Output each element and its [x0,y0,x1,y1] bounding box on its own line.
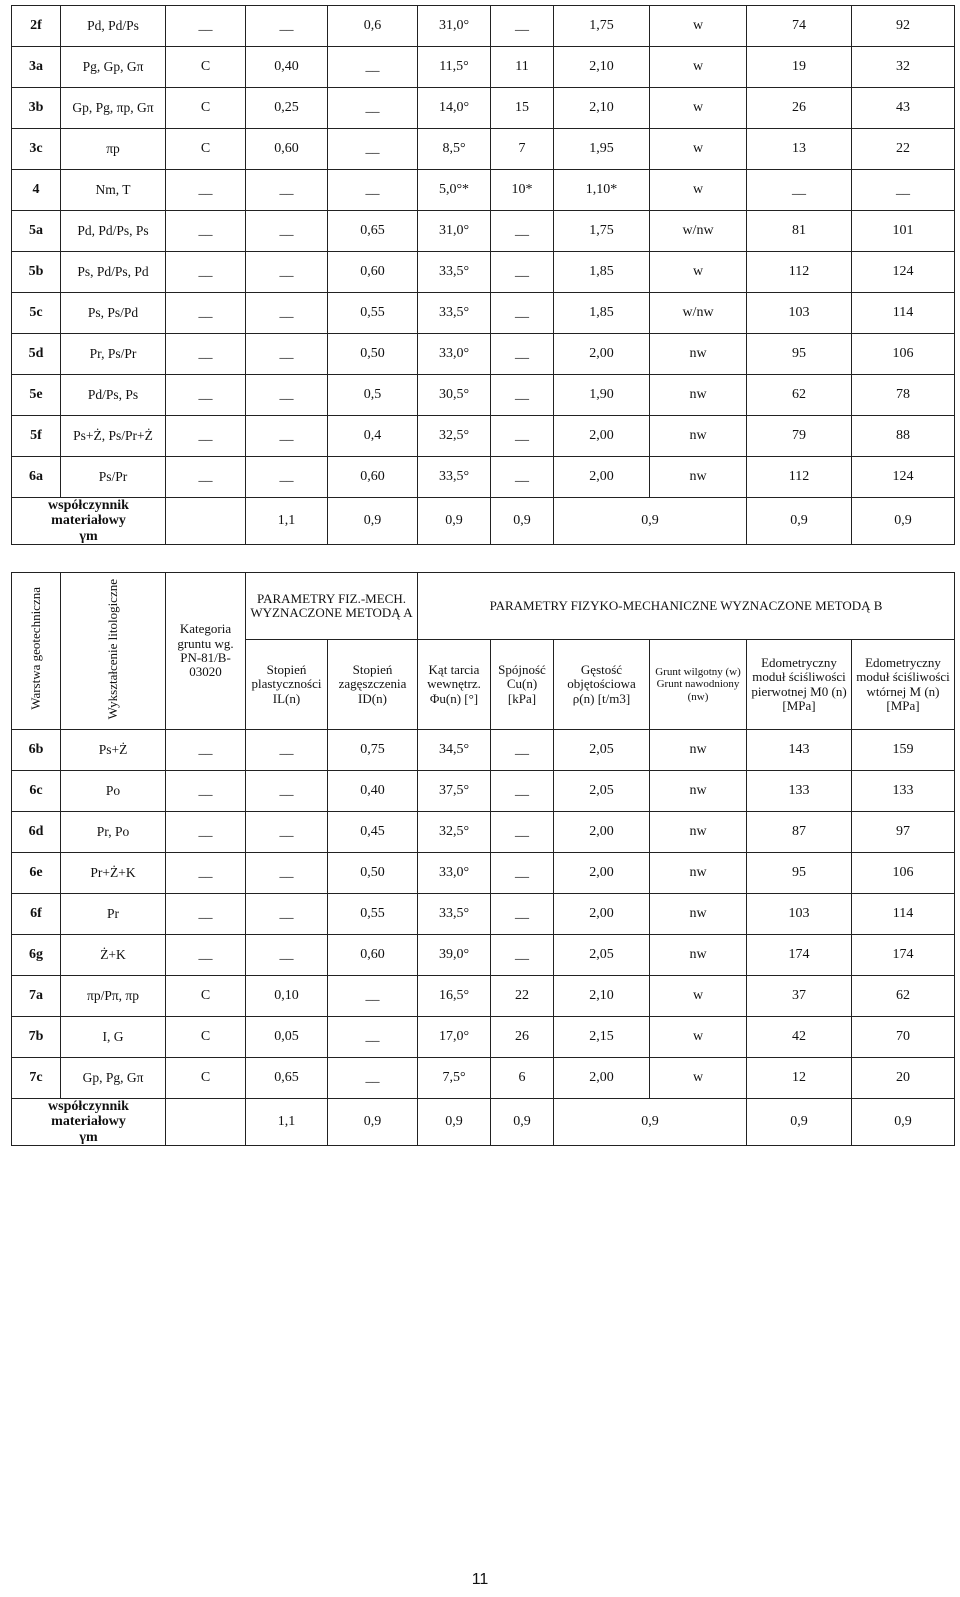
coef-category [166,498,246,545]
cell-category: __ [166,170,246,211]
cell-m: 32 [852,47,955,88]
cell-layer-code: 7c [12,1058,61,1099]
cell-layer-code: 6f [12,894,61,935]
coef-m0-2: 0,9 [747,1099,852,1146]
cell-id: 0,6 [328,6,418,47]
cell-moisture: nw [650,457,747,498]
cell-lithology: Pr [61,894,166,935]
cell-phi: 5,0°* [418,170,491,211]
header-layer: Warstwa geotechniczna [12,573,61,730]
cell-layer-code: 6d [12,812,61,853]
coef-phi: 0,9 [418,498,491,545]
coef-m0: 0,9 [747,498,852,545]
cell-lithology: πp [61,129,166,170]
material-coefficient-label-2: współczynnik materiałowy γm [12,1099,166,1146]
cell-id: 0,5 [328,375,418,416]
cell-il: __ [246,894,328,935]
cell-phi: 32,5° [418,812,491,853]
cell-id: 0,50 [328,334,418,375]
cell-m: 124 [852,252,955,293]
cell-il: __ [246,293,328,334]
cell-cu: __ [491,6,554,47]
cell-rho: 1,75 [554,211,650,252]
table-row [12,170,955,211]
cell-phi: 33,5° [418,252,491,293]
cell-m: 101 [852,211,955,252]
cell-moisture: nw [650,935,747,976]
coef-cu: 0,9 [491,498,554,545]
cell-cu: 7 [491,129,554,170]
cell-m0: __ [747,170,852,211]
cell-phi: 8,5° [418,129,491,170]
cell-layer-code: 3b [12,88,61,129]
cell-m: 133 [852,771,955,812]
header-phi: Kąt tarcia wewnętrz. Φu(n) [°] [418,640,491,730]
cell-id: 0,40 [328,771,418,812]
cell-m: 20 [852,1058,955,1099]
cell-phi: 7,5° [418,1058,491,1099]
table-row [12,730,955,771]
cell-m0: 62 [747,375,852,416]
cell-category: C [166,1058,246,1099]
cell-rho: 2,10 [554,88,650,129]
cell-il: 0,05 [246,1017,328,1058]
cell-layer-code: 4 [12,170,61,211]
coef-id-2: 0,9 [328,1099,418,1146]
cell-m0: 143 [747,730,852,771]
table-row [12,211,955,252]
table-row [12,1017,955,1058]
cell-id: 0,60 [328,252,418,293]
cell-m0: 37 [747,976,852,1017]
cell-il: 0,10 [246,976,328,1017]
cell-m: 97 [852,812,955,853]
cell-category: __ [166,730,246,771]
cell-m: 106 [852,334,955,375]
cell-cu: 26 [491,1017,554,1058]
cell-rho: 1,85 [554,293,650,334]
cell-lithology: Pd, Pd/Ps [61,6,166,47]
cell-lithology: Ps, Ps/Pd [61,293,166,334]
cell-category: __ [166,894,246,935]
cell-il: __ [246,853,328,894]
cell-m0: 19 [747,47,852,88]
cell-category: __ [166,334,246,375]
cell-layer-code: 3c [12,129,61,170]
cell-cu: __ [491,375,554,416]
cell-m0: 87 [747,812,852,853]
cell-cu: __ [491,935,554,976]
cell-il: __ [246,170,328,211]
cell-rho: 2,10 [554,47,650,88]
cell-m0: 74 [747,6,852,47]
cell-layer-code: 6c [12,771,61,812]
cell-moisture: w [650,1017,747,1058]
cell-il: __ [246,334,328,375]
header-method-b: PARAMETRY FIZYKO-MECHANICZNE WYZNACZONE METODĄ B [418,573,955,640]
cell-id: 0,45 [328,812,418,853]
cell-m: 78 [852,375,955,416]
cell-moisture: nw [650,894,747,935]
table-row [12,293,955,334]
cell-layer-code: 7b [12,1017,61,1058]
cell-category: __ [166,853,246,894]
table-row [12,853,955,894]
cell-m0: 42 [747,1017,852,1058]
cell-id: __ [328,1017,418,1058]
cell-il: __ [246,730,328,771]
cell-phi: 33,5° [418,457,491,498]
cell-category: C [166,47,246,88]
cell-cu: 22 [491,976,554,1017]
cell-m0: 12 [747,1058,852,1099]
cell-il: 0,65 [246,1058,328,1099]
cell-phi: 33,0° [418,853,491,894]
cell-rho: 1,85 [554,252,650,293]
cell-phi: 17,0° [418,1017,491,1058]
soil-parameters-table [11,572,955,1146]
cell-category: __ [166,293,246,334]
table-row [12,129,955,170]
cell-id: 0,60 [328,457,418,498]
cell-rho: 2,05 [554,935,650,976]
cell-id: 0,55 [328,293,418,334]
cell-moisture: w [650,976,747,1017]
coef-rho-2: 0,9 [554,1099,747,1146]
cell-il: __ [246,812,328,853]
cell-moisture: w/nw [650,211,747,252]
cell-lithology: Ps, Pd/Ps, Pd [61,252,166,293]
cell-layer-code: 6g [12,935,61,976]
cell-category: __ [166,416,246,457]
cell-lithology: Pd, Pd/Ps, Ps [61,211,166,252]
cell-m: 114 [852,293,955,334]
cell-category: __ [166,812,246,853]
cell-cu: __ [491,853,554,894]
cell-cu: 11 [491,47,554,88]
cell-moisture: w/nw [650,293,747,334]
cell-moisture: w [650,47,747,88]
cell-phi: 33,5° [418,293,491,334]
cell-lithology: Pr+Ż+K [61,853,166,894]
cell-id: 0,55 [328,894,418,935]
table-row [12,894,955,935]
cell-il: __ [246,375,328,416]
cell-phi: 31,0° [418,6,491,47]
cell-il: __ [246,6,328,47]
cell-id: __ [328,129,418,170]
cell-moisture: w [650,252,747,293]
cell-moisture: w [650,1058,747,1099]
cell-cu: __ [491,457,554,498]
cell-rho: 2,00 [554,1058,650,1099]
soil-parameters-table-continued [11,5,955,545]
cell-il: __ [246,771,328,812]
cell-layer-code: 6a [12,457,61,498]
cell-m: 92 [852,6,955,47]
cell-layer-code: 7a [12,976,61,1017]
cell-category: __ [166,6,246,47]
cell-m: 159 [852,730,955,771]
cell-moisture: w [650,170,747,211]
cell-moisture: w [650,6,747,47]
cell-moisture: nw [650,771,747,812]
cell-m: 114 [852,894,955,935]
table-row [12,375,955,416]
table-row [12,6,955,47]
cell-m: 70 [852,1017,955,1058]
cell-lithology: Ps/Pr [61,457,166,498]
cell-rho: 1,75 [554,6,650,47]
header-cu: Spójność Cu(n) [kPa] [491,640,554,730]
cell-moisture: nw [650,416,747,457]
cell-category: __ [166,457,246,498]
cell-layer-code: 6e [12,853,61,894]
table-row [12,812,955,853]
cell-m: 174 [852,935,955,976]
cell-id: 0,50 [328,853,418,894]
cell-layer-code: 5b [12,252,61,293]
table-row [12,457,955,498]
cell-moisture: nw [650,375,747,416]
header-lithology: Wykształcenie litologiczne [61,573,166,730]
coef-m: 0,9 [852,498,955,545]
cell-rho: 2,00 [554,334,650,375]
cell-il: 0,25 [246,88,328,129]
table-row [12,334,955,375]
cell-phi: 32,5° [418,416,491,457]
cell-phi: 39,0° [418,935,491,976]
coef-cu-2: 0,9 [491,1099,554,1146]
coef-category-2 [166,1099,246,1146]
cell-layer-code: 3a [12,47,61,88]
cell-lithology: Po [61,771,166,812]
coef-il-2: 1,1 [246,1099,328,1146]
cell-id: 0,75 [328,730,418,771]
cell-category: __ [166,771,246,812]
cell-lithology: Nm, T [61,170,166,211]
cell-phi: 33,0° [418,334,491,375]
coef-il: 1,1 [246,498,328,545]
cell-m: 62 [852,976,955,1017]
cell-lithology: πp/Pπ, πp [61,976,166,1017]
cell-rho: 1,95 [554,129,650,170]
material-coefficient-row-2 [12,1099,955,1146]
cell-moisture: nw [650,730,747,771]
table-row [12,88,955,129]
cell-rho: 1,10* [554,170,650,211]
header-method-a: PARAMETRY FIZ.-MECH. WYZNACZONE METODĄ A [246,573,418,640]
cell-cu: __ [491,293,554,334]
cell-cu: 15 [491,88,554,129]
cell-category: C [166,1017,246,1058]
cell-rho: 2,15 [554,1017,650,1058]
header-m: Edometryczny moduł ściśliwości wtórnej M (n) [MPa] [852,640,955,730]
gamma-m-symbol: γm [79,528,98,544]
cell-category: C [166,129,246,170]
gamma-m-symbol-2: γm [79,1129,98,1145]
header-il: Stopień plastyczności IL(n) [246,640,328,730]
cell-id: __ [328,170,418,211]
cell-moisture: nw [650,812,747,853]
cell-m: 124 [852,457,955,498]
cell-category: __ [166,935,246,976]
cell-m0: 133 [747,771,852,812]
cell-il: __ [246,211,328,252]
cell-moisture: nw [650,334,747,375]
cell-layer-code: 2f [12,6,61,47]
cell-m0: 95 [747,334,852,375]
header-rho: Gęstość objętościowa ρ(n) [t/m3] [554,640,650,730]
header-category: Kategoria gruntu wg. PN-81/B-03020 [166,573,246,730]
cell-lithology: I, G [61,1017,166,1058]
cell-m: 43 [852,88,955,129]
cell-rho: 2,00 [554,457,650,498]
page-number: 11 [471,1571,489,1588]
cell-rho: 2,05 [554,771,650,812]
cell-id: __ [328,976,418,1017]
cell-cu: __ [491,894,554,935]
cell-cu: __ [491,771,554,812]
cell-rho: 1,90 [554,375,650,416]
cell-layer-code: 5a [12,211,61,252]
cell-phi: 14,0° [418,88,491,129]
cell-m: 106 [852,853,955,894]
cell-category: __ [166,252,246,293]
cell-m: 22 [852,129,955,170]
cell-lithology: Pd/Ps, Ps [61,375,166,416]
cell-lithology: Ps+Ż, Ps/Pr+Ż [61,416,166,457]
cell-category: __ [166,375,246,416]
cell-rho: 2,10 [554,976,650,1017]
cell-m0: 95 [747,853,852,894]
coef-rho: 0,9 [554,498,747,545]
cell-lithology: Pr, Po [61,812,166,853]
cell-m0: 112 [747,457,852,498]
cell-m0: 103 [747,293,852,334]
cell-layer-code: 5e [12,375,61,416]
cell-il: __ [246,935,328,976]
cell-cu: 10* [491,170,554,211]
cell-cu: __ [491,730,554,771]
coef-phi-2: 0,9 [418,1099,491,1146]
cell-m0: 26 [747,88,852,129]
cell-id: __ [328,1058,418,1099]
cell-id: __ [328,88,418,129]
cell-phi: 16,5° [418,976,491,1017]
cell-phi: 33,5° [418,894,491,935]
cell-m: __ [852,170,955,211]
cell-category: __ [166,211,246,252]
cell-id: 0,60 [328,935,418,976]
cell-moisture: w [650,88,747,129]
cell-il: 0,60 [246,129,328,170]
coef-id: 0,9 [328,498,418,545]
cell-layer-code: 5f [12,416,61,457]
cell-cu: __ [491,334,554,375]
material-coefficient-label: współczynnik materiałowy γm [12,498,166,545]
cell-cu: __ [491,211,554,252]
cell-cu: __ [491,252,554,293]
cell-phi: 30,5° [418,375,491,416]
cell-il: 0,40 [246,47,328,88]
cell-phi: 37,5° [418,771,491,812]
header-row-top [12,573,955,640]
table-row [12,771,955,812]
cell-lithology: Ż+K [61,935,166,976]
cell-lithology: Pg, Gp, Gπ [61,47,166,88]
cell-cu: 6 [491,1058,554,1099]
cell-lithology: Gp, Pg, Gπ [61,1058,166,1099]
cell-lithology: Ps+Ż [61,730,166,771]
cell-layer-code: 5c [12,293,61,334]
cell-m0: 174 [747,935,852,976]
cell-moisture: nw [650,853,747,894]
cell-layer-code: 5d [12,334,61,375]
cell-phi: 11,5° [418,47,491,88]
cell-il: __ [246,457,328,498]
table-row [12,416,955,457]
cell-m0: 103 [747,894,852,935]
cell-rho: 2,00 [554,812,650,853]
cell-lithology: Gp, Pg, πp, Gπ [61,88,166,129]
cell-phi: 34,5° [418,730,491,771]
cell-phi: 31,0° [418,211,491,252]
cell-layer-code: 6b [12,730,61,771]
cell-cu: __ [491,416,554,457]
cell-id: __ [328,47,418,88]
cell-il: __ [246,416,328,457]
cell-m0: 79 [747,416,852,457]
cell-id: 0,65 [328,211,418,252]
cell-rho: 2,00 [554,853,650,894]
coef-m-2: 0,9 [852,1099,955,1146]
material-coefficient-row [12,498,955,545]
cell-id: 0,4 [328,416,418,457]
cell-rho: 2,05 [554,730,650,771]
cell-rho: 2,00 [554,416,650,457]
cell-cu: __ [491,812,554,853]
cell-m0: 112 [747,252,852,293]
cell-m0: 13 [747,129,852,170]
cell-rho: 2,00 [554,894,650,935]
cell-il: __ [246,252,328,293]
header-wet: Grunt wilgotny (w) Grunt nawodniony (nw) [650,640,747,730]
table-row [12,976,955,1017]
header-m0: Edometryczny moduł ściśliwości pierwotnej M0 (n) [MPa] [747,640,852,730]
header-id: Stopień zagęszczenia ID(n) [328,640,418,730]
table-row [12,935,955,976]
cell-moisture: w [650,129,747,170]
cell-lithology: Pr, Ps/Pr [61,334,166,375]
table-row [12,252,955,293]
table-row [12,47,955,88]
table-row [12,1058,955,1099]
cell-m0: 81 [747,211,852,252]
cell-category: C [166,88,246,129]
cell-category: C [166,976,246,1017]
cell-m: 88 [852,416,955,457]
